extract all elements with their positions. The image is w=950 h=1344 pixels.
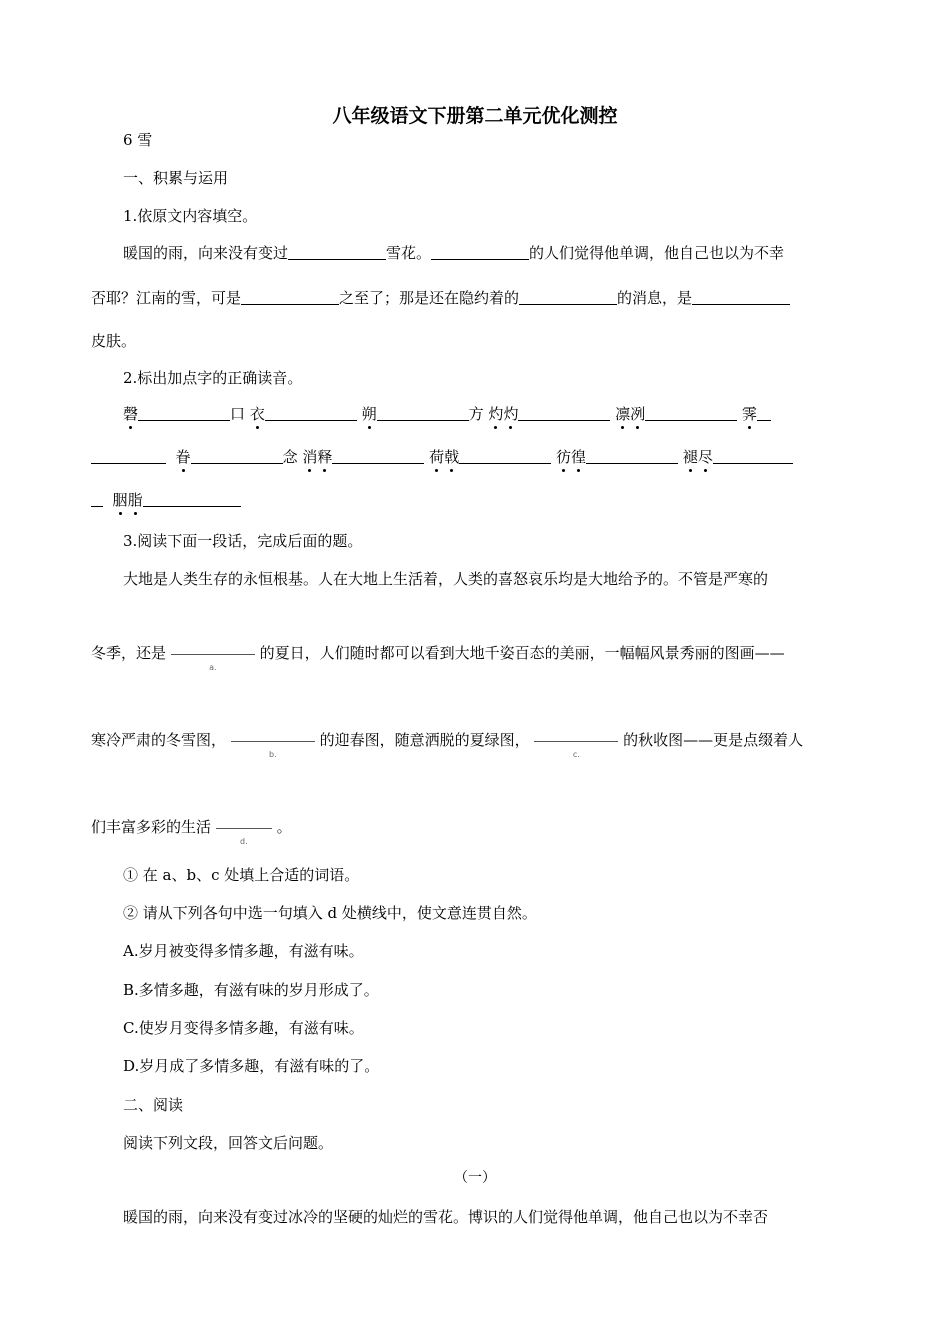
fill-blank[interactable] <box>586 447 678 464</box>
blank-label: d. <box>239 837 248 846</box>
fill-blank[interactable] <box>713 447 793 464</box>
section-heading-2: 二、阅读 <box>123 1096 184 1114</box>
fill-blank[interactable] <box>459 447 551 464</box>
q3-sub-question-2: ② 请从下列各句中选一句填入 d 处横线中，使文意连贯自然。 <box>123 904 537 922</box>
fill-blank[interactable] <box>143 490 241 507</box>
passage-number: （一） <box>454 1170 496 1186</box>
pinyin-row-1: 磬 口 衣 朔 方 灼灼 凛冽 霁 <box>123 403 859 425</box>
dotted-character: 彷 <box>555 448 571 466</box>
blank-d[interactable] <box>216 816 272 846</box>
fill-blank[interactable] <box>757 404 771 421</box>
q3-paragraph-line-1: 大地是人类生存的永恒根基。人在大地上生活着，人类的喜怒哀乐均是大地给予的。不管是严寒的 <box>123 570 769 588</box>
section-heading-1: 一、积累与运用 <box>123 169 229 187</box>
fill-blank[interactable] <box>692 288 790 305</box>
dotted-character: 衣 <box>249 405 265 423</box>
dotted-character: 释 <box>317 448 333 466</box>
lesson-heading: 6 雪 <box>123 131 153 149</box>
blank-c[interactable] <box>534 729 618 759</box>
dotted-character: 霁 <box>742 405 758 423</box>
dotted-character: 凛 <box>615 405 631 423</box>
fill-blank[interactable] <box>431 243 529 260</box>
dotted-character: 胭 <box>112 491 128 509</box>
fill-blank[interactable] <box>265 404 357 421</box>
fill-blank[interactable] <box>241 288 339 305</box>
fill-blank[interactable] <box>332 447 424 464</box>
dotted-character: 灼 <box>488 405 504 423</box>
question-1-label: 1.依原文内容填空。 <box>123 207 258 225</box>
pinyin-row-3 <box>91 489 861 511</box>
fill-blank[interactable] <box>645 404 737 421</box>
q3-paragraph-line-3: 寒冷严肃的冬雪图， b. 的迎春图，随意洒脱的夏绿图， c. 的秋收图——更是点缀着人 <box>91 729 861 751</box>
dotted-character: 灼 <box>503 405 519 423</box>
question-2-label: 2.标出加点字的正确读音。 <box>123 369 303 387</box>
option-c: C.使岁月变得多情多趣，有滋有味。 <box>123 1019 364 1037</box>
question-3-label: 3.阅读下面一段话，完成后面的题。 <box>123 532 363 550</box>
option-b: B.多情多趣，有滋有味的岁月形成了。 <box>123 981 379 999</box>
blank-a[interactable] <box>171 642 255 672</box>
fill-blank[interactable] <box>138 404 230 421</box>
option-d: D.岁月成了多情多趣，有滋有味的了。 <box>123 1057 380 1075</box>
blank-label: c. <box>572 750 580 759</box>
q1-line-3: 皮肤。 <box>91 332 137 350</box>
dotted-character: 磬 <box>123 405 139 423</box>
dotted-character: 消 <box>302 448 318 466</box>
q3-sub-question-1: ① 在 a、b、c 处填上合适的词语。 <box>123 866 360 884</box>
dotted-character: 尽 <box>697 448 713 466</box>
dotted-character: 戟 <box>444 448 460 466</box>
blank-label: b. <box>268 750 277 759</box>
page-title: 八年级语文下册第二单元优化测控 <box>332 105 618 127</box>
dotted-character: 褪 <box>682 448 698 466</box>
q3-paragraph-line-4: 们丰富多彩的生活 d. 。 <box>91 816 861 838</box>
dotted-character: 荷 <box>429 448 445 466</box>
fill-blank[interactable] <box>519 288 617 305</box>
blank-b[interactable] <box>231 729 315 759</box>
reading-instruction: 阅读下列文段，回答文后问题。 <box>123 1134 334 1152</box>
fill-blank[interactable] <box>377 404 469 421</box>
fill-blank[interactable] <box>518 404 610 421</box>
q1-line-1: 暖国的雨，向来没有变过 雪花。 的人们觉得他单调，他自己也以为不幸 <box>123 244 785 262</box>
blank-label: a. <box>209 663 217 672</box>
fill-blank[interactable] <box>91 447 166 464</box>
fill-blank[interactable] <box>191 447 283 464</box>
dotted-character: 脂 <box>127 491 143 509</box>
passage-line-1: 暖国的雨，向来没有变过冰冷的坚硬的灿烂的雪花。博识的人们觉得他单调，他自己也以为不幸否 <box>123 1208 769 1226</box>
dotted-character: 眷 <box>175 448 191 466</box>
q3-paragraph-line-2: 冬季，还是 a. 的夏日，人们随时都可以看到大地千姿百态的美丽，一幅幅风景秀丽的图画—— <box>91 642 861 664</box>
option-a: A.岁月被变得多情多趣，有滋有味。 <box>123 942 364 960</box>
dotted-character: 冽 <box>630 405 646 423</box>
fill-blank[interactable] <box>91 490 103 507</box>
fill-blank[interactable] <box>288 243 386 260</box>
q1-line-2: 否耶？江南的雪，可是 之至了；那是还在隐约着的 的消息，是 <box>91 287 861 309</box>
dotted-character: 朔 <box>361 405 377 423</box>
dotted-character: 徨 <box>571 448 587 466</box>
pinyin-row-2: 眷 念 消释 荷戟 彷徨 褪尽 <box>91 446 861 468</box>
